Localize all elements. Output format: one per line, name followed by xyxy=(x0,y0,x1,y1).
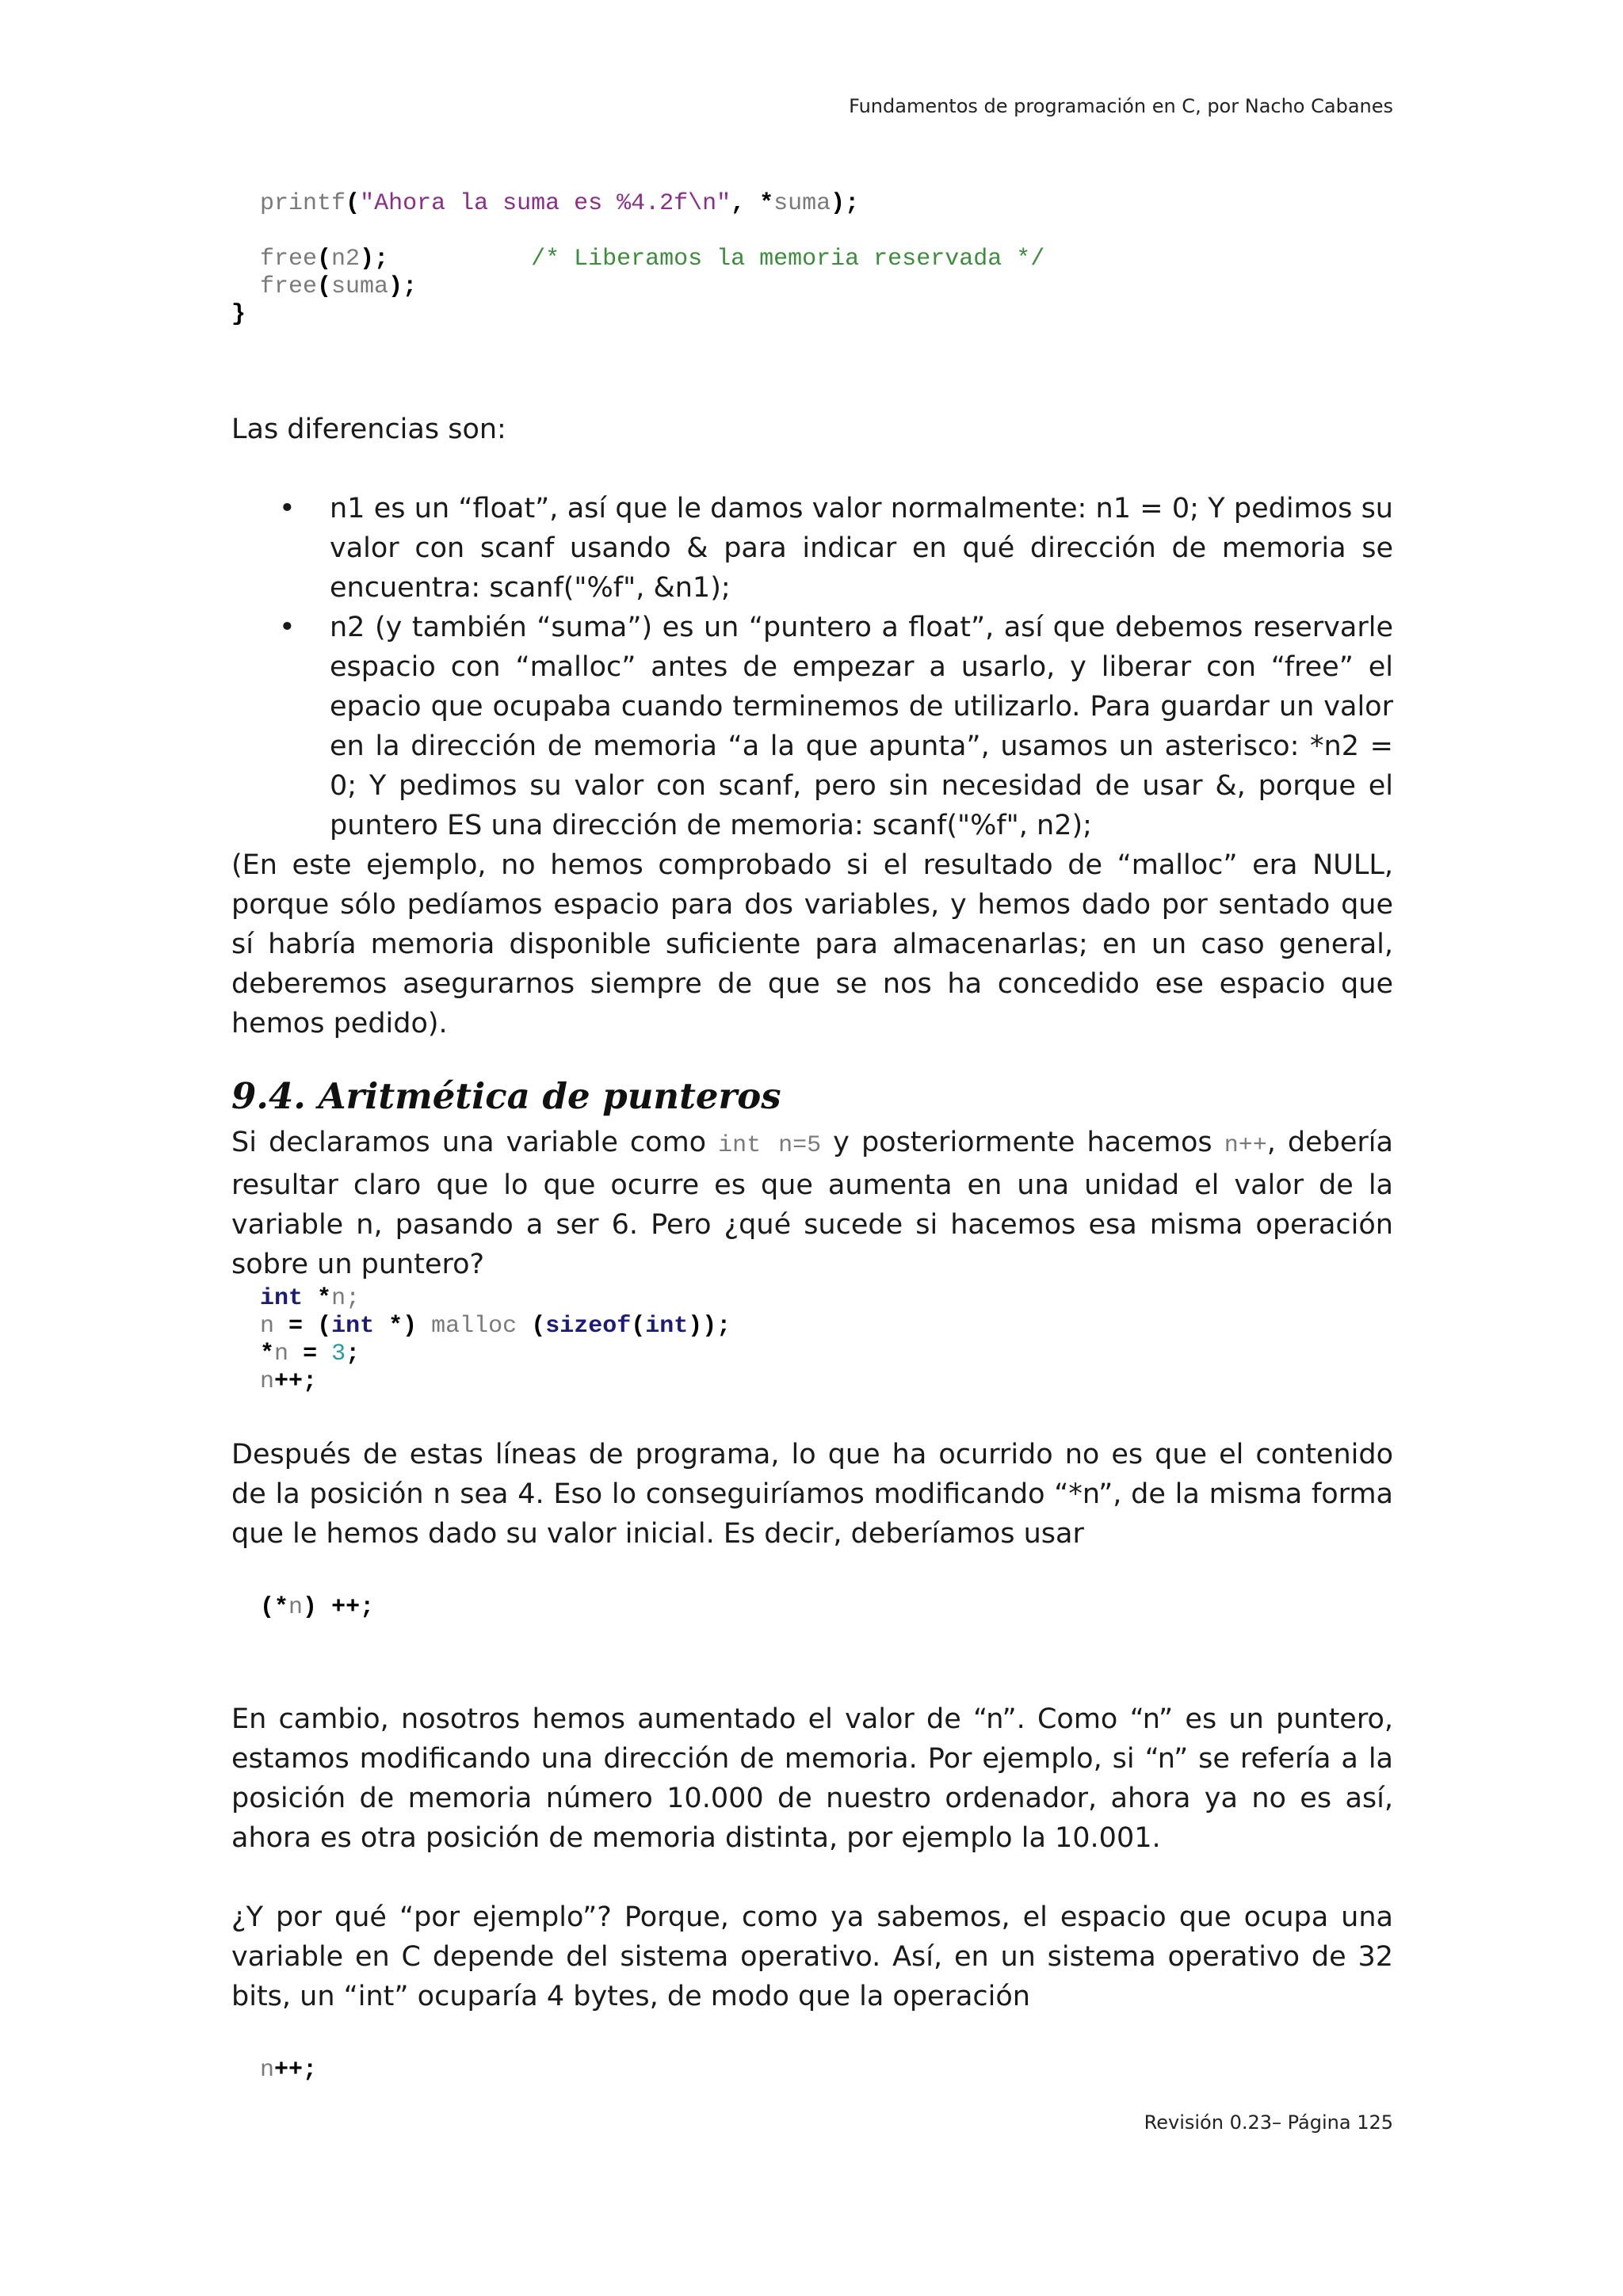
running-header: Fundamentos de programación en C, por Nacho Cabanes xyxy=(849,95,1393,117)
intro-paragraph: Las diferencias son: xyxy=(231,414,506,445)
section-paragraph: Si declaramos una variable como int n=5 y posteriormente hacemos n++, debería resultar claro que lo que ocurre es que aumenta en una unidad el valor de la variable n, pasando a ser 6. Pero ¿qué sucede si hacemos esa misma operación sobre un puntero? xyxy=(231,1127,1393,1280)
code-block-increment xyxy=(231,2057,1393,2084)
bullet-icon: • xyxy=(279,612,296,643)
inline-code: int n=5 xyxy=(718,1132,822,1159)
code-listing: n++; xyxy=(260,2057,318,2084)
list-item: • n1 es un “float”, así que le damos valor normalmente: n1 = 0; Y pedimos su valor con scanf usando & para indicar en qué dirección de memoria se encuentra: scanf("%f", &n1); xyxy=(231,489,1393,608)
code-listing: int *n; n = (int *) malloc (sizeof(int)); *n = 3; n++; xyxy=(260,1285,731,1395)
page-footer: Revisión 0.23– Página 125 xyxy=(1144,2111,1393,2134)
paragraph-3: En cambio, nosotros hemos aumentado el valor de “n”. Como “n” es un puntero, estamos modificando una dirección de memoria. Por ejemplo, si “n” se refería a la posición de memoria número 10.000 de nuestro ordenador, ahora ya no es así, ahora es otra posición de memoria distinta, por ejemplo la 10.001. xyxy=(231,1703,1393,1854)
inline-code: n++ xyxy=(1224,1132,1267,1159)
differences-list xyxy=(231,489,1393,845)
bullet-icon: • xyxy=(279,493,296,524)
paragraph-4: ¿Y por qué “por ejemplo”? Porque, como ya sabemos, el espacio que ocupa una variable en C depende del sistema operativo. Así, en un sistema operativo de 32 bits, un “int” ocuparía 4 bytes, de modo que la operación xyxy=(231,1901,1393,2012)
code-listing: printf("Ahora la suma es %4.2f\n", *suma); free(n2); /* Liberamos la memoria reservada */ free(suma); } xyxy=(231,190,1045,328)
paragraph-2: Después de estas líneas de programa, lo que ha ocurrido no es que el contenido de la posición n sea 4. Eso lo conseguiríamos modificando “*n”, de la misma forma que le hemos dado su valor inicial. Es decir, deberíamos usar xyxy=(231,1439,1393,1550)
code-block-deref xyxy=(231,1594,1393,1622)
section-heading xyxy=(231,1074,1393,1119)
code-block-pointer xyxy=(231,1285,1393,1396)
list-item: • n2 (y también “suma”) es un “puntero a float”, así que debemos reservarle espacio con “malloc” antes de empezar a usarlo, y liberar con “free” el epacio que ocupaba cuando terminemos de utilizarlo. Para guardar un valor en la dirección de memoria “a la que apunta”, usamos un asterisco: *n2 = 0; Y pedimos su valor con scanf, pero sin necesidad de usar &, porque el puntero ES una dirección de memoria: scanf("%f", n2); xyxy=(231,608,1393,845)
code-listing: (*n) ++; xyxy=(260,1594,375,1621)
note-paragraph: (En este ejemplo, no hemos comprobado si el resultado de “malloc” era NULL, porque sólo pedíamos espacio para dos variables, y hemos dado por sentado que sí habría memoria disponible suficiente para almacenarlas; en un caso general, deberemos asegurarnos siempre de que se nos ha concedido ese espacio que hemos pedido). xyxy=(231,849,1393,1039)
code-block-free xyxy=(231,190,1393,329)
section-title: 9.4. Aritmética de punteros xyxy=(231,1075,781,1117)
